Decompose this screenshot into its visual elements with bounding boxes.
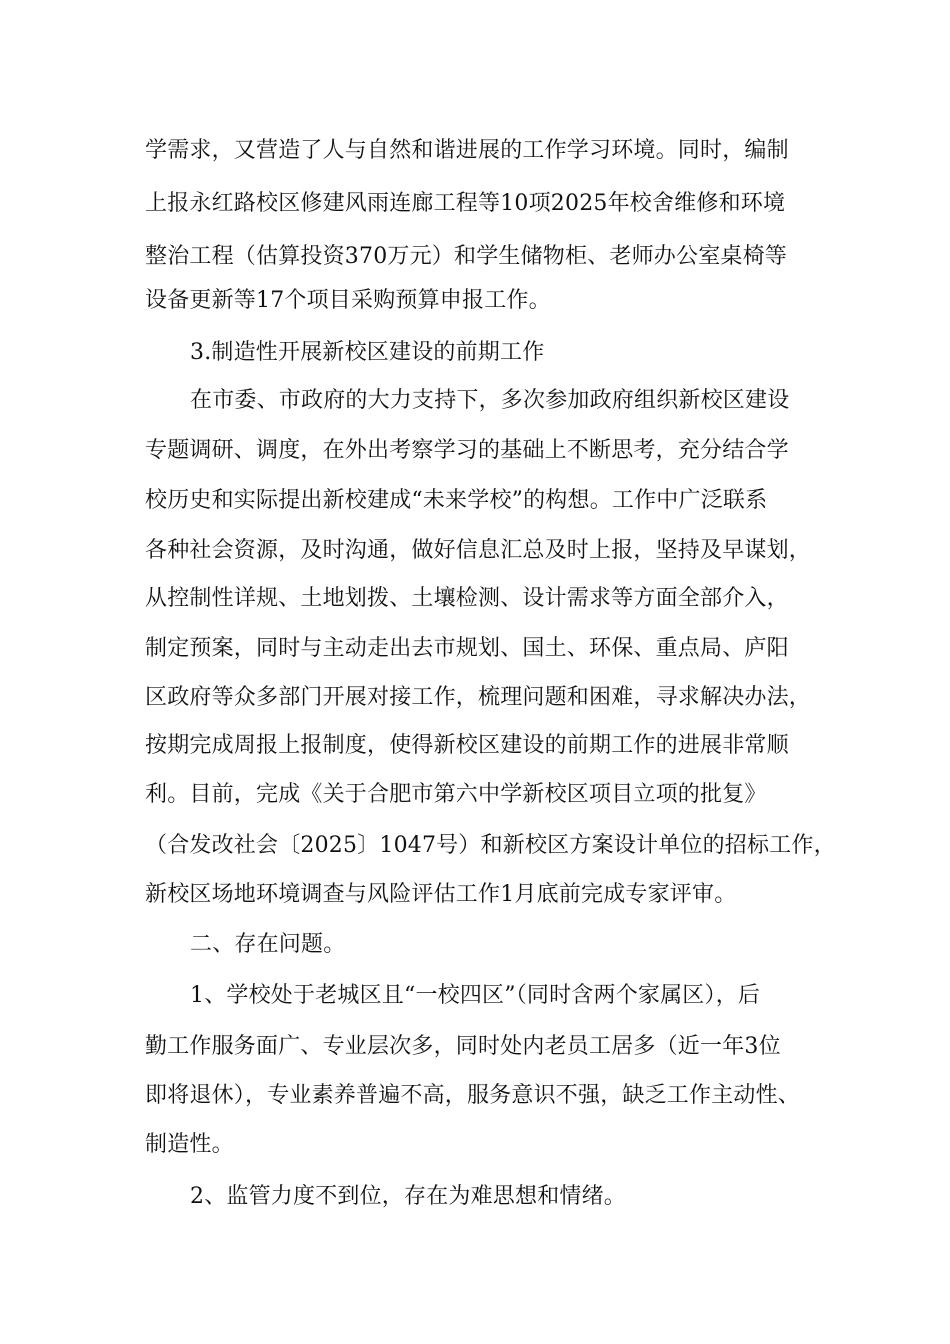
text-line: 利。目前，完成《关于合肥市第六中学新校区项目立项的批复》 [145,782,767,807]
text-line: 校历史和实际提出新校建成“未来学校”的构想。工作中广泛联系 [145,488,768,513]
text-line: 设备更新等17个项目采购预算申报工作。 [145,288,551,313]
text-line: 1、学校处于老城区且“一校四区”（同时含两个家属区），后 [190,983,761,1008]
text-line: 各种社会资源，及时沟通，做好信息汇总及时上报，坚持及早谋划， [145,538,812,563]
section-heading: 3.制造性开展新校区建设的前期工作 [190,340,545,365]
text-line: 2、监管力度不到位，存在为难思想和情绪。 [190,1184,626,1209]
text-line: 在市委、市政府的大力支持下，多次参加政府组织新校区建设 [190,388,790,413]
section-heading: 二、存在问题。 [190,932,346,957]
text-line: 区政府等众多部门开展对接工作，梳理问题和困难，寻求解决办法， [145,685,812,710]
text-line: （合发改社会〔2025〕1047号）和新校区方案设计单位的招标工作， [145,833,836,858]
text-line: 整治工程（估算投资370万元）和学生储物柜、老师办公室桌椅等 [145,244,787,269]
text-line: 从控制性详规、土地划拨、土壤检测、设计需求等方面全部介入， [145,586,789,611]
text-line: 上报永红路校区修建风雨连廊工程等10项2025年校舍维修和环境 [145,191,786,216]
text-line: 专题调研、调度，在外出考察学习的基础上不断思考，充分结合学 [145,438,789,463]
text-line: 新校区场地环境调查与风险评估工作1月底前完成专家评审。 [145,882,737,907]
text-line: 即将退休），专业素养普遍不高，服务意识不强，缺乏工作主动性、 [145,1083,801,1108]
text-line: 制定预案，同时与主动走出去市规划、国土、环保、重点局、庐阳 [145,636,789,661]
text-line: 勤工作服务面广、专业层次多，同时处内老员工居多（近一年3位 [145,1034,781,1059]
text-line: 学需求，又营造了人与自然和谐进展的工作学习环境。同时，编制 [145,138,789,163]
text-line: 制造性。 [145,1132,234,1157]
text-line: 按期完成周报上报制度，使得新校区建设的前期工作的进展非常顺 [145,733,789,758]
